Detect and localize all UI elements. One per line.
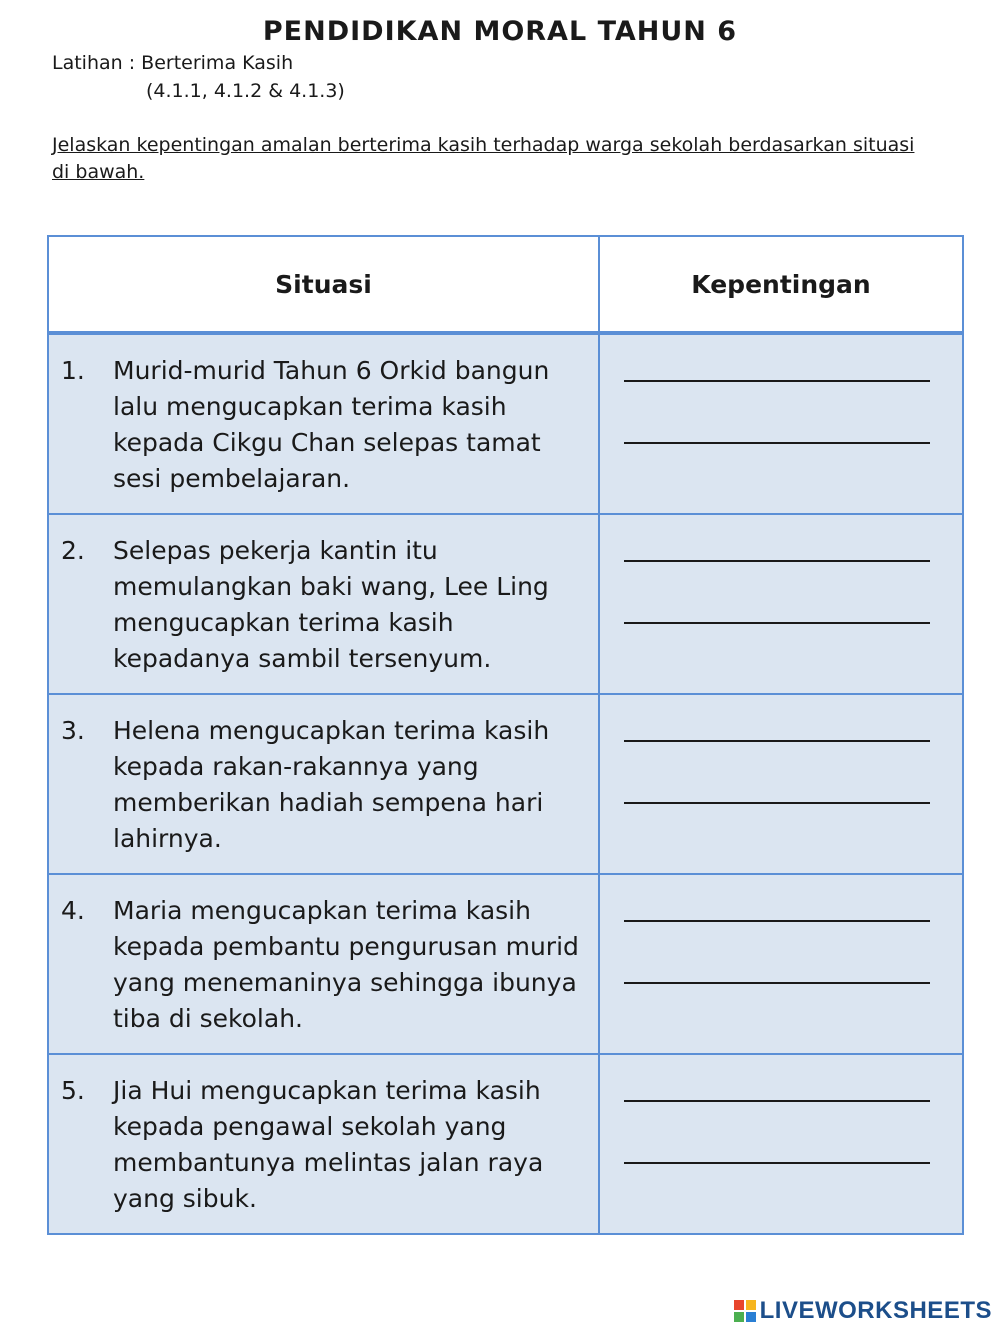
answer-line-1[interactable] bbox=[624, 560, 930, 562]
answer-line-1[interactable] bbox=[624, 380, 930, 382]
table-row bbox=[48, 874, 963, 1054]
row-number: 2. bbox=[61, 536, 85, 565]
answer-line-1[interactable] bbox=[624, 920, 930, 922]
situation-text: Helena mengucapkan terima kasih kepada rakan-rakannya yang memberikan hadiah sempena hari lahirnya. bbox=[113, 716, 550, 853]
situation-text: Selepas pekerja kantin itu memulangkan baki wang, Lee Ling mengucapkan terima kasih kepadanya sambil tersenyum. bbox=[113, 536, 549, 673]
row-number: 3. bbox=[61, 716, 85, 745]
answer-cell bbox=[599, 1054, 963, 1234]
instruction-text: Jelaskan kepentingan amalan berterima kasih terhadap warga sekolah berdasarkan situasi di bawah. bbox=[52, 134, 915, 183]
answer-cell bbox=[599, 694, 963, 874]
answer-line-2[interactable] bbox=[624, 982, 930, 984]
liveworksheets-logo bbox=[734, 1298, 992, 1324]
row-number: 5. bbox=[61, 1076, 85, 1105]
table-row bbox=[48, 694, 963, 874]
row-number: 4. bbox=[61, 896, 85, 925]
answer-line-1[interactable] bbox=[624, 740, 930, 742]
situation-text: Murid-murid Tahun 6 Orkid bangun lalu mengucapkan terima kasih kepada Cikgu Chan selepas tamat sesi pembelajaran. bbox=[113, 356, 550, 493]
header-situasi: Situasi bbox=[48, 236, 599, 333]
exercise-label: Latihan : Berterima Kasih bbox=[52, 52, 294, 74]
table-row bbox=[48, 1054, 963, 1234]
situation-cell bbox=[48, 874, 599, 1054]
answer-line-2[interactable] bbox=[624, 802, 930, 804]
situation-cell bbox=[48, 1054, 599, 1234]
situation-cell bbox=[48, 694, 599, 874]
liveworksheets-text: LIVEWORKSHEETS bbox=[759, 1297, 992, 1324]
worksheet-table bbox=[47, 235, 964, 1235]
page-title: PENDIDIKAN MORAL TAHUN 6 bbox=[262, 16, 738, 47]
answer-cell bbox=[599, 333, 963, 514]
table-row bbox=[48, 333, 963, 514]
situation-cell bbox=[48, 333, 599, 514]
header-kepentingan: Kepentingan bbox=[599, 236, 963, 333]
situation-text: Jia Hui mengucapkan terima kasih kepada pengawal sekolah yang membantunya melintas jalan raya yang sibuk. bbox=[113, 1076, 544, 1213]
situation-cell bbox=[48, 514, 599, 694]
answer-cell bbox=[599, 874, 963, 1054]
liveworksheets-icon bbox=[734, 1300, 756, 1322]
row-number: 1. bbox=[61, 356, 85, 385]
learning-standard-codes: (4.1.1, 4.1.2 & 4.1.3) bbox=[146, 80, 345, 102]
answer-line-1[interactable] bbox=[624, 1100, 930, 1102]
answer-line-2[interactable] bbox=[624, 622, 930, 624]
situation-text: Maria mengucapkan terima kasih kepada pembantu pengurusan murid yang menemaninya sehingga ibunya tiba di sekolah. bbox=[113, 896, 579, 1033]
table-row bbox=[48, 514, 963, 694]
answer-cell bbox=[599, 514, 963, 694]
answer-line-2[interactable] bbox=[624, 1162, 930, 1164]
answer-line-2[interactable] bbox=[624, 442, 930, 444]
